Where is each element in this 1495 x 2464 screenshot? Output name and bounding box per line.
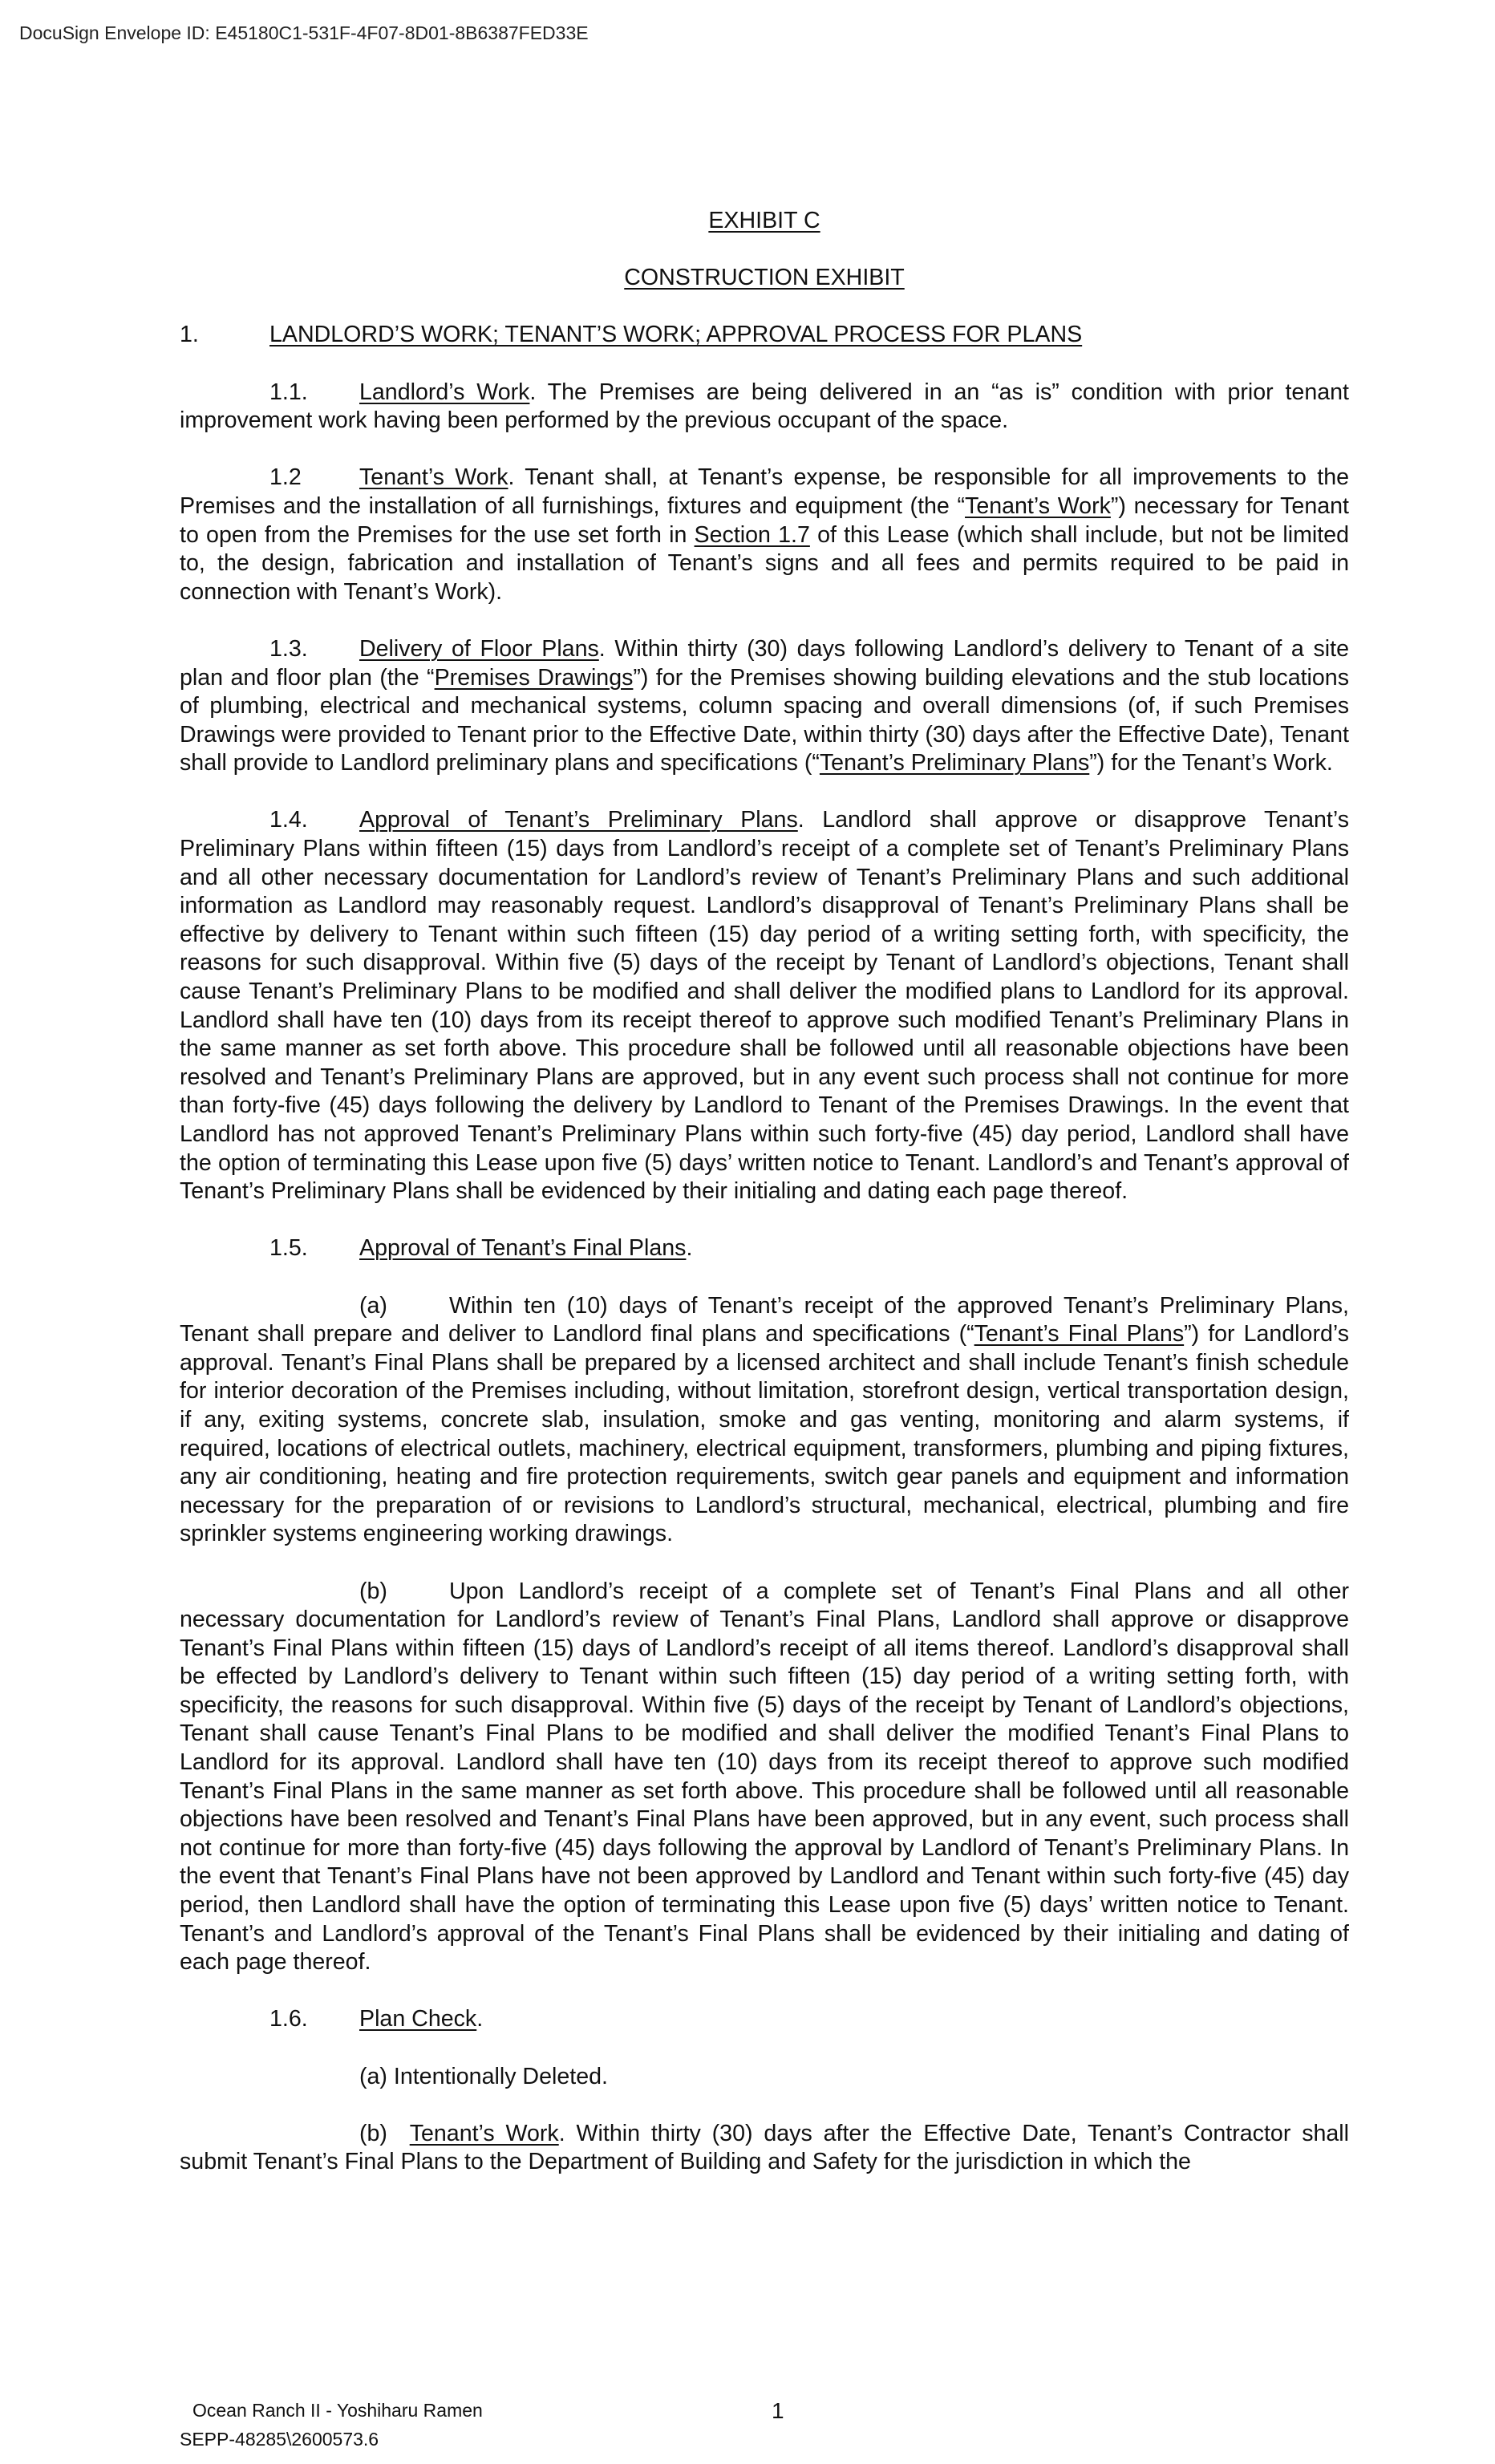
document-body [180,207,1349,2177]
section-1-6-heading: 1.6. Plan Check. [269,2006,484,2032]
section-1-1: 1.1. Landlord’s Work. The Premises are being delivered in an “as is” condition with prior tenant improvement work having been performed by the previous occupant of the space. [180,379,1349,434]
section-1-2: 1.2 Tenant’s Work. Tenant shall, at Tenant’s expense, be responsible for all improvements to the Premises and the installation of all furnishings, fixtures and equipment (the “Tenant’s Work”) necessary for Tenant to open from the Premises for the use set forth in Section 1.7 of this Lease (which shall include, but not be limited to, the design, fabrication and installation of Tenant’s signs and all fees and permits required to be paid in connection with Tenant’s Work). [180,464,1350,605]
docusign-envelope-id: DocuSign Envelope ID: E45180C1-531F-4F07-8D01-8B6387FED33E [19,22,589,43]
footer-doc-id: SEPP-48285\2600573.6 [180,2429,379,2450]
section-1-heading: 1. LANDLORD’S WORK; TENANT’S WORK; APPROVAL PROCESS FOR PLANS [180,322,1083,348]
exhibit-subtitle: CONSTRUCTION EXHIBIT [624,265,905,291]
page-number: 1 [772,2398,784,2423]
section-1-5-a: (a) Within ten (10) days of Tenant’s receipt of the approved Tenant’s Preliminary Plans, Tenant shall prepare and deliver to Landlord final plans and specifications (“Tenant’s Final Plans”) for Landlord’s approval. Tenant’s Final Plans shall be prepared by a licensed architect and shall include Tenant’s finish schedule for interior decoration of the Premises including, without limitation, storefront design, vertical transportation design, if any, exiting systems, concrete slab, insulation, smoke and gas venting, monitoring and alarm systems, if required, locations of electrical outlets, machinery, electrical equipment, transformers, plumbing and piping fixtures, any air conditioning, heating and fire protection requirements, switch gear panels and equipment and information necessary for the preparation of or revisions to Landlord’s structural, mechanical, electrical, plumbing and fire sprinkler systems engineering working drawings. [180,1292,1349,1547]
section-1-5-heading: 1.5. Approval of Tenant’s Final Plans. [269,1235,693,1262]
section-1-3: 1.3. Delivery of Floor Plans. Within thirty (30) days following Landlord’s delivery to Tenant of a site plan and floor plan (the “Premises Drawings”) for the Premises showing building elevations and the stub locations of plumbing, electrical and mechanical systems, column spacing and overall dimensions (of, if such Premises Drawings were provided to Tenant prior to the Effective Date, within thirty (30) days after the Effective Date), Tenant shall provide to Landlord preliminary plans and specifications (“Tenant’s Preliminary Plans”) for the Tenant’s Work. [180,635,1349,776]
exhibit-title: EXHIBIT C [708,208,820,233]
section-1-4: 1.4. Approval of Tenant’s Preliminary Plans. Landlord shall approve or disapprove Tenant’s Preliminary Plans within fifteen (15) days from Landlord’s receipt of a complete set of Tenant’s Preliminary Plans and all other necessary documentation for Landlord’s review of Tenant’s Preliminary Plans and such additional information as Landlord may reasonably request. Landlord’s disapproval of Tenant’s Preliminary Plans shall be effective by delivery to Tenant within such fifteen (15) day period of a writing setting forth, with specificity, the reasons for such disapproval. Within five (5) days of the receipt by Tenant of Landlord’s objections, Tenant shall cause Tenant’s Preliminary Plans to be modified and shall deliver the modified plans to Landlord for its approval. Landlord shall have ten (10) days from its receipt thereof to approve such modified Tenant’s Preliminary Plans in the same manner as set forth above. This procedure shall be followed until all reasonable objections have been resolved and Tenant’s Preliminary Plans are approved, but in any event such process shall not continue for more than forty-five (45) days following the delivery by Landlord to Tenant of the Premises Drawings. In the event that Landlord has not approved Tenant’s Preliminary Plans within such forty-five (45) day period, Landlord shall have the option of terminating this Lease upon five (5) days’ written notice to Tenant. Landlord’s and Tenant’s approval of Tenant’s Preliminary Plans shall be evidenced by their initialing and dating each page thereof. [180,807,1350,1205]
section-1-6-b: (b) Tenant’s Work. Within thirty (30) days after the Effective Date, Tenant’s Contractor shall submit Tenant’s Final Plans to the Department of Building and Safety for the jurisdiction in which the [180,2120,1350,2175]
section-1-6-a: (a) Intentionally Deleted. [359,2063,608,2089]
section-1-5-b: (b) Upon Landlord’s receipt of a complete set of Tenant’s Final Plans and all other necessary documentation for Landlord’s review of Tenant’s Final Plans, Landlord shall approve or disapprove Tenant’s Final Plans within fifteen (15) days of Landlord’s receipt of all items thereof. Landlord’s disapproval shall be effected by Landlord’s delivery to Tenant within such fifteen (15) day period of a writing setting forth, with specificity, the reasons for such disapproval. Within five (5) days of the receipt by Tenant of Landlord’s objections, Tenant shall cause Tenant’s Final Plans to be modified and shall deliver the modified Tenant’s Final Plans to Landlord for its approval. Landlord shall have ten (10) days from its receipt thereof to approve such modified Tenant’s Final Plans in the same manner as set forth above. This procedure shall be followed until all reasonable objections have been resolved and Tenant’s Final Plans have been approved, but in any event, such process shall not continue for more than forty-five (45) days following the approval by Landlord of Tenant’s Preliminary Plans. In the event that Tenant’s Final Plans have not been approved by Landlord and Tenant within such forty-five (45) day period, then Landlord shall have the option of terminating this Lease upon five (5) days’ written notice to Tenant. Tenant’s and Landlord’s approval of the Tenant’s Final Plans shall be evidenced by their initialing and dating of each page thereof. [180,1578,1349,1976]
footer-project: Ocean Ranch II - Yoshiharu Ramen [192,2400,483,2421]
